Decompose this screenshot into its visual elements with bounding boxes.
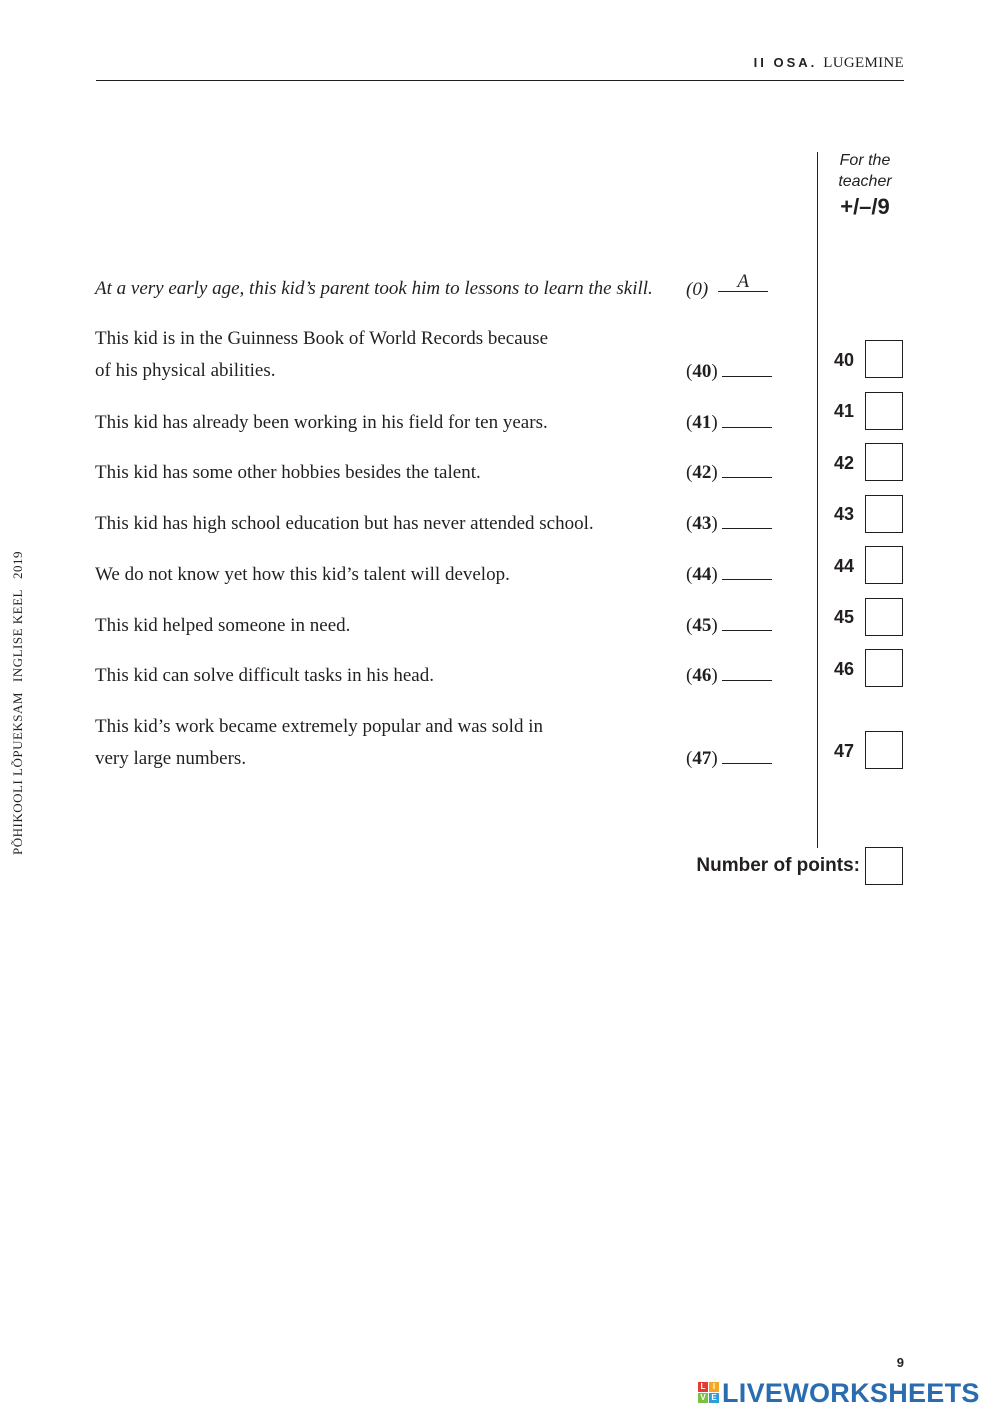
score-box-46[interactable] bbox=[865, 649, 903, 687]
statement-40 bbox=[95, 323, 680, 387]
item-number: 45 bbox=[692, 615, 712, 636]
side-school: PÕHIKOOLI LÕPUEKSAM bbox=[10, 692, 25, 855]
statement-47-line2: very large numbers. bbox=[95, 748, 247, 769]
score-box-43[interactable] bbox=[865, 495, 903, 533]
answer-blank[interactable] bbox=[722, 749, 772, 764]
answer-blank[interactable] bbox=[722, 463, 772, 478]
item-number: 43 bbox=[692, 513, 712, 534]
side-year: 2019 bbox=[10, 551, 25, 579]
statement-45: This kid helped someone in need. bbox=[95, 615, 351, 636]
liveworksheets-logo-icon bbox=[698, 1382, 720, 1404]
total-points-box[interactable] bbox=[865, 847, 903, 885]
item-number: 47 bbox=[692, 748, 712, 769]
teacher-score-scale: +/–/9 bbox=[840, 194, 890, 219]
score-number-46: 46 bbox=[833, 659, 855, 679]
teacher-line1: For the bbox=[839, 152, 891, 169]
item-number: 41 bbox=[692, 412, 712, 433]
item-number: 42 bbox=[692, 462, 712, 483]
brand-name: LIVEWORKSHEETS bbox=[722, 1378, 980, 1408]
liveworksheets-brand bbox=[698, 1378, 980, 1408]
example-label bbox=[686, 271, 768, 301]
logo-tile: E bbox=[709, 1393, 719, 1403]
statement-42: This kid has some other hobbies besides the talent. bbox=[95, 462, 481, 483]
teacher-column-divider bbox=[817, 152, 818, 848]
statement-47-line1: This kid’s work became extremely popular and was sold in bbox=[95, 716, 543, 737]
side-subject: INGLISE KEEL bbox=[10, 589, 25, 683]
answer-blank[interactable] bbox=[722, 514, 772, 529]
score-number-40: 40 bbox=[833, 350, 855, 370]
page-number: 9 bbox=[896, 1355, 904, 1370]
statement-40-line1: This kid is in the Guinness Book of World Records because bbox=[95, 328, 549, 349]
score-box-45[interactable] bbox=[865, 598, 903, 636]
logo-tile: V bbox=[698, 1393, 708, 1403]
part-label: II OSA. bbox=[753, 55, 818, 70]
points-label: Number of points: bbox=[696, 855, 860, 876]
answer-slot-47[interactable]: (47) bbox=[686, 748, 772, 770]
answer-blank[interactable] bbox=[722, 413, 772, 428]
answer-slot-45[interactable]: (45) bbox=[686, 615, 772, 637]
answer-slot-41[interactable]: (41) bbox=[686, 412, 772, 434]
example-statement: At a very early age, this kid’s parent took him to lessons to learn the skill. bbox=[95, 278, 653, 299]
score-number-43: 43 bbox=[833, 504, 855, 524]
teacher-line2: teacher bbox=[838, 173, 892, 190]
statement-41: This kid has already been working in his field for ten years. bbox=[95, 412, 548, 433]
item-number: 44 bbox=[692, 564, 712, 585]
statement-43: This kid has high school education but has never attended school. bbox=[95, 513, 594, 534]
side-exam-label bbox=[10, 525, 26, 855]
answer-blank[interactable] bbox=[722, 666, 772, 681]
example-number: (0) bbox=[686, 279, 709, 300]
header-divider bbox=[96, 80, 904, 81]
answer-blank[interactable] bbox=[722, 565, 772, 580]
item-number: 46 bbox=[692, 665, 712, 686]
example-answer: A bbox=[718, 273, 768, 292]
score-number-44: 44 bbox=[833, 556, 855, 576]
score-box-42[interactable] bbox=[865, 443, 903, 481]
score-number-47: 47 bbox=[833, 741, 855, 761]
statement-44: We do not know yet how this kid’s talent will develop. bbox=[95, 564, 510, 585]
score-box-41[interactable] bbox=[865, 392, 903, 430]
answer-slot-46[interactable]: (46) bbox=[686, 665, 772, 687]
item-number: 40 bbox=[692, 361, 712, 382]
answer-slot-43[interactable]: (43) bbox=[686, 513, 772, 535]
answer-slot-42[interactable]: (42) bbox=[686, 462, 772, 484]
answer-slot-44[interactable]: (44) bbox=[686, 564, 772, 586]
statement-47 bbox=[95, 711, 680, 775]
score-number-42: 42 bbox=[833, 453, 855, 473]
score-box-47[interactable] bbox=[865, 731, 903, 769]
section-header bbox=[754, 55, 904, 72]
score-number-45: 45 bbox=[833, 607, 855, 627]
statement-40-line2: of his physical abilities. bbox=[95, 360, 276, 381]
logo-tile: L bbox=[698, 1382, 708, 1392]
answer-slot-40[interactable]: (40) bbox=[686, 361, 772, 383]
logo-tile: I bbox=[709, 1382, 719, 1392]
score-box-40[interactable] bbox=[865, 340, 903, 378]
teacher-column-header bbox=[820, 150, 910, 220]
answer-blank[interactable] bbox=[722, 362, 772, 377]
section-label: LUGEMINE bbox=[823, 55, 904, 71]
answer-blank[interactable] bbox=[722, 616, 772, 631]
score-box-44[interactable] bbox=[865, 546, 903, 584]
score-number-41: 41 bbox=[833, 401, 855, 421]
statement-46: This kid can solve difficult tasks in his head. bbox=[95, 665, 434, 686]
